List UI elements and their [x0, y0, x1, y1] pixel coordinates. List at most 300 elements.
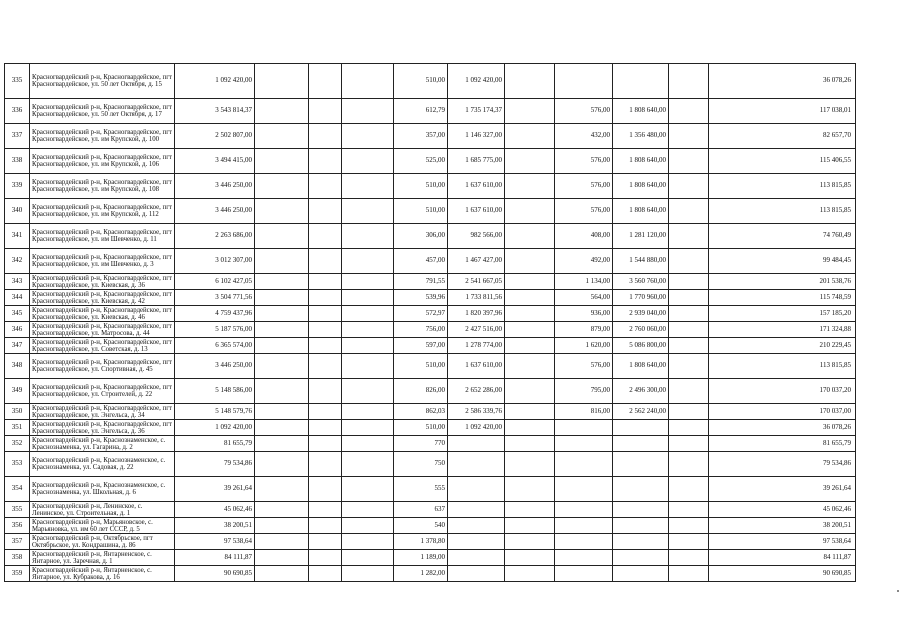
empty-cell: [342, 224, 394, 249]
total-cost-cell: 3 446 250,00: [175, 199, 255, 224]
empty-cell: [309, 306, 342, 322]
empty-cell: [505, 306, 555, 322]
empty-cell: [505, 322, 555, 338]
area-cell: 576,00: [555, 174, 613, 199]
area-cell: 576,00: [555, 149, 613, 174]
area-cell: [555, 518, 613, 534]
sum-cell: [613, 420, 669, 436]
empty-cell: [505, 64, 555, 99]
table-row: [5, 199, 856, 224]
empty-cell: [669, 354, 709, 379]
empty-cell: [342, 338, 394, 354]
empty-cell: [669, 502, 709, 518]
total-cost-cell: 38 200,51: [175, 518, 255, 534]
area-cell: 564,00: [555, 290, 613, 306]
empty-cell: [342, 199, 394, 224]
empty-cell: [255, 502, 309, 518]
fee-cell: 84 111,87: [709, 550, 856, 566]
area-cell: 306,00: [394, 224, 448, 249]
sum-cell: [613, 436, 669, 452]
total-cost-cell: 3 494 415,00: [175, 149, 255, 174]
area-cell: 770: [394, 436, 448, 452]
empty-cell: [255, 249, 309, 274]
total-cost-cell: 3 012 307,00: [175, 249, 255, 274]
total-cost-cell: 5 148 586,00: [175, 379, 255, 404]
table-row: [5, 306, 856, 322]
empty-cell: [505, 518, 555, 534]
empty-cell: [255, 174, 309, 199]
sum-cell: [448, 518, 505, 534]
area-cell: 510,00: [394, 199, 448, 224]
empty-cell: [342, 99, 394, 124]
area-cell: 492,00: [555, 249, 613, 274]
area-cell: 572,97: [394, 306, 448, 322]
empty-cell: [255, 436, 309, 452]
area-cell: [555, 436, 613, 452]
empty-cell: [669, 199, 709, 224]
table-row: [5, 99, 856, 124]
sum-cell: [448, 550, 505, 566]
area-cell: [555, 452, 613, 477]
total-cost-cell: 3 543 814,37: [175, 99, 255, 124]
total-cost-cell: 84 111,87: [175, 550, 255, 566]
empty-cell: [255, 338, 309, 354]
address-cell: Красногвардейский р-н, Красногвардейское, пгт Красногвардейское, ул. им Шевченко, д. 3: [30, 249, 175, 274]
table-row: [5, 404, 856, 420]
empty-cell: [342, 566, 394, 582]
empty-cell: [255, 224, 309, 249]
address-cell: Красногвардейский р-н, Красногвардейское, пгт Красногвардейское, ул. Энгельса, д. 36: [30, 420, 175, 436]
sum-cell: 2 496 300,00: [613, 379, 669, 404]
empty-cell: [669, 322, 709, 338]
fee-cell: 113 815,85: [709, 174, 856, 199]
fee-cell: 170 037,20: [709, 379, 856, 404]
row-number: 338: [5, 149, 30, 174]
sum-cell: [448, 452, 505, 477]
area-cell: 408,00: [555, 224, 613, 249]
empty-cell: [505, 338, 555, 354]
area-cell: 357,00: [394, 124, 448, 149]
area-cell: 576,00: [555, 199, 613, 224]
empty-cell: [309, 64, 342, 99]
empty-cell: [255, 290, 309, 306]
empty-cell: [342, 149, 394, 174]
empty-cell: [505, 404, 555, 420]
address-cell: Красногвардейский р-н, Ленинское, с. Ленинское, ул. Строительная, д. 1: [30, 502, 175, 518]
scan-speck: [897, 590, 899, 592]
total-cost-cell: 1 092 420,00: [175, 420, 255, 436]
fee-cell: 210 229,45: [709, 338, 856, 354]
sum-cell: [613, 566, 669, 582]
row-number: 342: [5, 249, 30, 274]
area-cell: 1 378,80: [394, 534, 448, 550]
sum-cell: [448, 566, 505, 582]
fee-cell: 90 690,85: [709, 566, 856, 582]
sum-cell: 1 808 640,00: [613, 199, 669, 224]
empty-cell: [309, 502, 342, 518]
sum-cell: 1 092 420,00: [448, 64, 505, 99]
area-cell: [555, 566, 613, 582]
capital-repair-table: [4, 63, 856, 582]
area-cell: [555, 502, 613, 518]
empty-cell: [255, 566, 309, 582]
empty-cell: [342, 550, 394, 566]
sum-cell: 1 808 640,00: [613, 174, 669, 199]
empty-cell: [505, 477, 555, 502]
empty-cell: [255, 477, 309, 502]
area-cell: 555: [394, 477, 448, 502]
empty-cell: [505, 354, 555, 379]
table-row: [5, 436, 856, 452]
table-row: [5, 452, 856, 477]
sum-cell: 1 808 640,00: [613, 149, 669, 174]
row-number: 340: [5, 199, 30, 224]
empty-cell: [669, 338, 709, 354]
empty-cell: [309, 404, 342, 420]
empty-cell: [342, 379, 394, 404]
sum-cell: 1 467 427,00: [448, 249, 505, 274]
row-number: 345: [5, 306, 30, 322]
empty-cell: [255, 124, 309, 149]
fee-cell: 115 748,59: [709, 290, 856, 306]
empty-cell: [669, 290, 709, 306]
sum-cell: [613, 477, 669, 502]
sum-cell: 1 808 640,00: [613, 99, 669, 124]
row-number: 335: [5, 64, 30, 99]
area-cell: 1 620,00: [555, 338, 613, 354]
address-cell: Красногвардейский р-н, Красногвардейское, пгт Красногвардейское, ул. Спортивная, д. 45: [30, 354, 175, 379]
area-cell: 795,00: [555, 379, 613, 404]
area-cell: 816,00: [555, 404, 613, 420]
address-cell: Красногвардейский р-н, Красногвардейское, пгт Красногвардейское, ул. им Крупской, д. 106: [30, 149, 175, 174]
empty-cell: [505, 379, 555, 404]
table-row: [5, 518, 856, 534]
empty-cell: [669, 404, 709, 420]
row-number: 356: [5, 518, 30, 534]
empty-cell: [255, 534, 309, 550]
empty-cell: [669, 99, 709, 124]
sum-cell: [613, 452, 669, 477]
sum-cell: 1 092 420,00: [448, 420, 505, 436]
empty-cell: [255, 404, 309, 420]
address-cell: Красногвардейский р-н, Красногвардейское, пгт Красногвардейское, ул. Киевская, д. 36: [30, 274, 175, 290]
empty-cell: [342, 124, 394, 149]
empty-cell: [669, 518, 709, 534]
sum-cell: 1 733 811,56: [448, 290, 505, 306]
table-row: [5, 290, 856, 306]
sum-cell: 1 770 960,00: [613, 290, 669, 306]
row-number: 344: [5, 290, 30, 306]
area-cell: 791,55: [394, 274, 448, 290]
empty-cell: [669, 224, 709, 249]
address-cell: Красногвардейский р-н, Красногвардейское, пгт Красногвардейское, ул. им Шевченко, д. 11: [30, 224, 175, 249]
row-number: 353: [5, 452, 30, 477]
sum-cell: 2 939 040,00: [613, 306, 669, 322]
empty-cell: [669, 534, 709, 550]
empty-cell: [309, 322, 342, 338]
empty-cell: [309, 534, 342, 550]
total-cost-cell: 45 062,46: [175, 502, 255, 518]
empty-cell: [669, 477, 709, 502]
address-cell: Красногвардейский р-н, Краснознаменское, с. Краснознаменка, ул. Школьная, д. 6: [30, 477, 175, 502]
row-number: 357: [5, 534, 30, 550]
empty-cell: [255, 274, 309, 290]
empty-cell: [309, 550, 342, 566]
sum-cell: 1 820 397,96: [448, 306, 505, 322]
empty-cell: [255, 379, 309, 404]
area-cell: 612,79: [394, 99, 448, 124]
empty-cell: [505, 534, 555, 550]
area-cell: 510,00: [394, 420, 448, 436]
area-cell: [555, 64, 613, 99]
sum-cell: 1 146 327,00: [448, 124, 505, 149]
empty-cell: [505, 99, 555, 124]
fee-cell: 97 538,64: [709, 534, 856, 550]
area-cell: 510,00: [394, 64, 448, 99]
fee-cell: 157 185,20: [709, 306, 856, 322]
total-cost-cell: 3 446 250,00: [175, 354, 255, 379]
fee-cell: 81 655,79: [709, 436, 856, 452]
sum-cell: 1 685 775,00: [448, 149, 505, 174]
total-cost-cell: 3 504 771,56: [175, 290, 255, 306]
table-row: [5, 224, 856, 249]
empty-cell: [342, 64, 394, 99]
empty-cell: [309, 290, 342, 306]
empty-cell: [255, 64, 309, 99]
area-cell: 756,00: [394, 322, 448, 338]
empty-cell: [342, 518, 394, 534]
row-number: 354: [5, 477, 30, 502]
empty-cell: [342, 290, 394, 306]
table-row: [5, 274, 856, 290]
sum-cell: [448, 534, 505, 550]
area-cell: 862,03: [394, 404, 448, 420]
empty-cell: [309, 338, 342, 354]
total-cost-cell: 2 502 807,00: [175, 124, 255, 149]
address-cell: Красногвардейский р-н, Красногвардейское, пгт Красногвардейское, ул. Матросова, д. 44: [30, 322, 175, 338]
sum-cell: [448, 436, 505, 452]
address-cell: Красногвардейский р-н, Красногвардейское, пгт Красногвардейское, ул. 50 лет Октября, д. 15: [30, 64, 175, 99]
empty-cell: [342, 436, 394, 452]
area-cell: [555, 477, 613, 502]
area-cell: 432,00: [555, 124, 613, 149]
fee-cell: 171 324,88: [709, 322, 856, 338]
fee-cell: 113 815,85: [709, 199, 856, 224]
area-cell: 1 189,00: [394, 550, 448, 566]
table-row: [5, 566, 856, 582]
empty-cell: [342, 174, 394, 199]
row-number: 341: [5, 224, 30, 249]
empty-cell: [505, 224, 555, 249]
sum-cell: 1 637 610,00: [448, 354, 505, 379]
empty-cell: [342, 420, 394, 436]
area-cell: 637: [394, 502, 448, 518]
empty-cell: [505, 550, 555, 566]
total-cost-cell: 81 655,79: [175, 436, 255, 452]
empty-cell: [342, 322, 394, 338]
table-row: [5, 338, 856, 354]
empty-cell: [309, 420, 342, 436]
table-row: [5, 64, 856, 99]
fee-cell: 82 657,70: [709, 124, 856, 149]
empty-cell: [669, 64, 709, 99]
table-row: [5, 502, 856, 518]
address-cell: Красногвардейский р-н, Марьяновское, с. Марьяновка, ул. им 60 лет СССР, д. 5: [30, 518, 175, 534]
empty-cell: [669, 379, 709, 404]
sum-cell: 2 562 240,00: [613, 404, 669, 420]
total-cost-cell: 6 365 574,00: [175, 338, 255, 354]
total-cost-cell: 5 187 576,00: [175, 322, 255, 338]
area-cell: 826,00: [394, 379, 448, 404]
fee-cell: 36 078,26: [709, 420, 856, 436]
empty-cell: [309, 99, 342, 124]
row-number: 350: [5, 404, 30, 420]
sum-cell: [613, 502, 669, 518]
address-cell: Красногвардейский р-н, Красногвардейское, пгт Красногвардейское, ул. 50 лет Октября, д. 17: [30, 99, 175, 124]
empty-cell: [309, 274, 342, 290]
sum-cell: 1 637 610,00: [448, 174, 505, 199]
address-cell: Красногвардейский р-н, Краснознаменское, с. Краснознаменка, ул. Гагарина, д. 2: [30, 436, 175, 452]
empty-cell: [309, 249, 342, 274]
total-cost-cell: 3 446 250,00: [175, 174, 255, 199]
empty-cell: [669, 274, 709, 290]
empty-cell: [505, 149, 555, 174]
area-cell: 539,96: [394, 290, 448, 306]
empty-cell: [309, 477, 342, 502]
row-number: 337: [5, 124, 30, 149]
table-row: [5, 534, 856, 550]
area-cell: 576,00: [555, 99, 613, 124]
area-cell: [555, 550, 613, 566]
empty-cell: [255, 199, 309, 224]
table-row: [5, 149, 856, 174]
sum-cell: [613, 550, 669, 566]
sum-cell: 2 760 060,00: [613, 322, 669, 338]
fee-cell: 170 037,00: [709, 404, 856, 420]
row-number: 358: [5, 550, 30, 566]
address-cell: Красногвардейский р-н, Красногвардейское, пгт Красногвардейское, ул. им Крупской, д. 100: [30, 124, 175, 149]
fee-cell: 79 534,86: [709, 452, 856, 477]
empty-cell: [342, 452, 394, 477]
empty-cell: [255, 420, 309, 436]
empty-cell: [669, 306, 709, 322]
address-cell: Красногвардейский р-н, Красногвардейское, пгт Красногвардейское, ул. Строителей, д. 22: [30, 379, 175, 404]
total-cost-cell: 90 690,85: [175, 566, 255, 582]
sum-cell: [448, 477, 505, 502]
total-cost-cell: 97 538,64: [175, 534, 255, 550]
table-row: [5, 420, 856, 436]
sum-cell: 2 652 286,00: [448, 379, 505, 404]
address-cell: Красногвардейский р-н, Красногвардейское, пгт Красногвардейское, ул. Советская, д. 13: [30, 338, 175, 354]
sum-cell: [613, 534, 669, 550]
area-cell: 576,00: [555, 354, 613, 379]
address-cell: Красногвардейский р-н, Янтарненское, с. Янтарное, ул. Заречная, д. 1: [30, 550, 175, 566]
row-number: 347: [5, 338, 30, 354]
total-cost-cell: 79 534,86: [175, 452, 255, 477]
empty-cell: [342, 306, 394, 322]
area-cell: 1 134,00: [555, 274, 613, 290]
address-cell: Красногвардейский р-н, Красногвардейское, пгт Красногвардейское, ул. Киевская, д. 46: [30, 306, 175, 322]
row-number: 359: [5, 566, 30, 582]
area-cell: 510,00: [394, 174, 448, 199]
sum-cell: 2 427 516,00: [448, 322, 505, 338]
empty-cell: [342, 534, 394, 550]
table-row: [5, 354, 856, 379]
empty-cell: [669, 566, 709, 582]
row-number: 346: [5, 322, 30, 338]
row-number: 349: [5, 379, 30, 404]
row-number: 336: [5, 99, 30, 124]
empty-cell: [505, 452, 555, 477]
sum-cell: [613, 64, 669, 99]
empty-cell: [255, 354, 309, 379]
area-cell: [555, 534, 613, 550]
sum-cell: 1 735 174,37: [448, 99, 505, 124]
table-body: [5, 64, 856, 582]
table-row: [5, 249, 856, 274]
empty-cell: [309, 452, 342, 477]
area-cell: 457,00: [394, 249, 448, 274]
empty-cell: [342, 477, 394, 502]
fee-cell: 38 200,51: [709, 518, 856, 534]
empty-cell: [669, 420, 709, 436]
address-cell: Красногвардейский р-н, Янтарненское, с. Янтарное, ул. Кубракова, д. 16: [30, 566, 175, 582]
empty-cell: [309, 149, 342, 174]
table-row: [5, 174, 856, 199]
empty-cell: [669, 436, 709, 452]
area-cell: 750: [394, 452, 448, 477]
table-row: [5, 550, 856, 566]
empty-cell: [309, 518, 342, 534]
sum-cell: 2 586 339,76: [448, 404, 505, 420]
empty-cell: [505, 502, 555, 518]
sum-cell: 3 560 760,00: [613, 274, 669, 290]
empty-cell: [505, 249, 555, 274]
sum-cell: [448, 502, 505, 518]
fee-cell: 115 406,55: [709, 149, 856, 174]
empty-cell: [309, 174, 342, 199]
address-cell: Красногвардейский р-н, Красногвардейское, пгт Красногвардейское, ул. Энгельса, д. 34: [30, 404, 175, 420]
area-cell: 510,00: [394, 354, 448, 379]
empty-cell: [505, 124, 555, 149]
sum-cell: 982 566,00: [448, 224, 505, 249]
empty-cell: [255, 99, 309, 124]
fee-cell: 39 261,64: [709, 477, 856, 502]
empty-cell: [309, 124, 342, 149]
empty-cell: [309, 224, 342, 249]
empty-cell: [255, 306, 309, 322]
address-cell: Красногвардейский р-н, Красногвардейское, пгт Красногвардейское, ул. им Крупской, д. 112: [30, 199, 175, 224]
row-number: 339: [5, 174, 30, 199]
empty-cell: [505, 290, 555, 306]
sum-cell: 1 808 640,00: [613, 354, 669, 379]
empty-cell: [309, 436, 342, 452]
empty-cell: [505, 436, 555, 452]
empty-cell: [669, 174, 709, 199]
table-row: [5, 379, 856, 404]
sum-cell: 1 637 610,00: [448, 199, 505, 224]
address-cell: Красногвардейский р-н, Красногвардейское, пгт Красногвардейское, ул. им Крупской, д. 108: [30, 174, 175, 199]
row-number: 348: [5, 354, 30, 379]
empty-cell: [309, 354, 342, 379]
address-cell: Красногвардейский р-н, Октябрьское, пгт Октябрьское, ул. Кондрашина, д. 86: [30, 534, 175, 550]
empty-cell: [342, 354, 394, 379]
table-row: [5, 322, 856, 338]
fee-cell: 113 815,85: [709, 354, 856, 379]
empty-cell: [669, 249, 709, 274]
empty-cell: [669, 149, 709, 174]
empty-cell: [255, 518, 309, 534]
